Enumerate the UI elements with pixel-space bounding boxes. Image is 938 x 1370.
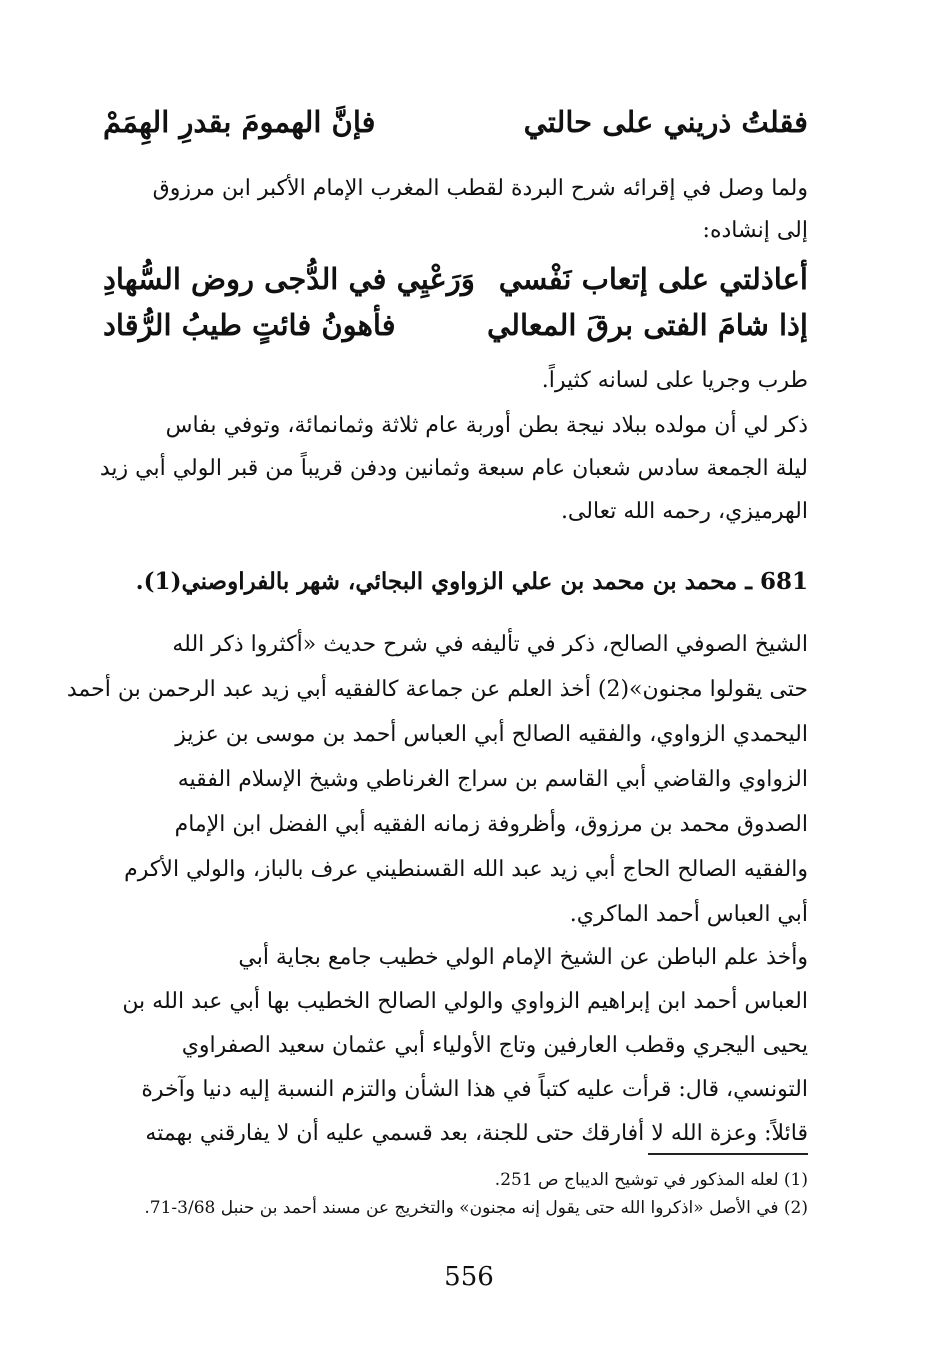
footnote-1: (1) لعله المذكور في توشيح الديباج ص 251. xyxy=(494,1170,808,1190)
text-line: الشيخ الصوفي الصالح، ذكر في تأليفه في شرح حديث «أكثروا ذكر الله xyxy=(172,632,808,657)
text-line: إلى إنشاده: xyxy=(702,218,808,243)
verse-1-left-hemistich: فإنَّ الهمومَ بقدرِ الهِمَمْ xyxy=(103,105,376,139)
footnote-2: (2) في الأصل «اذكروا الله حتى يقول إنه مجنون» والتخريج عن مسند أحمد بن حنبل 3/68-71. xyxy=(144,1198,808,1218)
entry-heading: 681 ـ محمد بن محمد بن علي الزواوي البجائي، شهر بالفراوصني(1). xyxy=(135,568,808,595)
page-number: 556 xyxy=(444,1262,494,1292)
text-line: حتى يقولوا مجنون»(2) أخذ العلم عن جماعة كالفقيه أبي زيد عبد الرحمن بن أحمد xyxy=(66,677,808,702)
text-line: ولما وصل في إقرائه شرح البردة لقطب المغرب الإمام الأكبر ابن مرزوق xyxy=(152,176,808,201)
text-line: قائلاً: وعزة الله لا أفارقك حتى للجنة، بعد قسمي عليه أن لا يفارقني بهمته xyxy=(145,1121,808,1146)
verse-line-1 xyxy=(103,105,808,139)
paragraph-biography xyxy=(66,622,808,937)
text-line: الهرميزي، رحمه الله تعالى. xyxy=(560,499,808,524)
verse-3-left-hemistich: فأهونُ فائتٍ طيبُ الرُّقاد xyxy=(103,308,396,342)
text-line: يحيى اليجري وقطب العارفين وتاج الأولياء أبي عثمان سعيد الصفراوي xyxy=(181,1033,808,1058)
verse-line-2 xyxy=(103,262,808,296)
text-line: والفقيه الصالح الحاج أبي زيد عبد الله القسنطيني عرف بالباز، والولي الأكرم xyxy=(124,857,808,882)
text-line: الصدوق محمد بن مرزوق، وأظروفة زمانه الفقيه أبي الفضل ابن الإمام xyxy=(174,812,808,837)
paragraph-intro xyxy=(103,168,808,252)
text-line: الزواوي والقاضي أبي القاسم بن سراج الغرناطي وشيخ الإسلام الفقيه xyxy=(177,767,808,792)
text-line: أبي العباس أحمد الماكري. xyxy=(569,902,808,927)
verse-2-right-hemistich: أعاذلتي على إتعاب نَفْسي xyxy=(498,262,808,296)
verse-1-right-hemistich: فقلتُ ذريني على حالتي xyxy=(523,105,808,139)
footnote-separator xyxy=(648,1153,808,1155)
verse-line-3 xyxy=(103,308,808,342)
verse-3-right-hemistich: إذا شامَ الفتى برقَ المعالي xyxy=(486,308,808,342)
text-line: ذكر لي أن مولده ببلاد نيجة بطن أوربة عام ثلاثة وثمانمائة، وتوفي بفاس xyxy=(165,413,808,438)
text-line: التونسي، قال: قرأت عليه كتباً في هذا الشأن والتزم النسبة إليه دنيا وآخرة xyxy=(141,1077,808,1102)
text-line: العباس أحمد ابن إبراهيم الزواوي والولي الصالح الخطيب بها أبي عبد الله بن xyxy=(122,989,808,1014)
text-line: اليحمدي الزواوي، والفقيه الصالح أبي العباس أحمد بن موسى بن عزيز xyxy=(175,722,808,747)
text-line: وأخذ علم الباطن عن الشيخ الإمام الولي خطيب جامع بجاية أبي xyxy=(238,945,808,970)
text-line: ليلة الجمعة سادس شعبان عام سبعة وثمانين ودفن قريباً من قبر الولي أبي زيد xyxy=(99,456,808,481)
text-line: طرب وجريا على لسانه كثيراً. xyxy=(541,368,808,393)
verse-2-left-hemistich: وَرَعْيِي في الدُّجى روض السُّهادِ xyxy=(103,262,475,296)
paragraph-batin xyxy=(103,936,808,1156)
paragraph-tarab xyxy=(103,360,808,402)
footnotes xyxy=(103,1170,808,1226)
paragraph-birth-death xyxy=(99,404,808,533)
